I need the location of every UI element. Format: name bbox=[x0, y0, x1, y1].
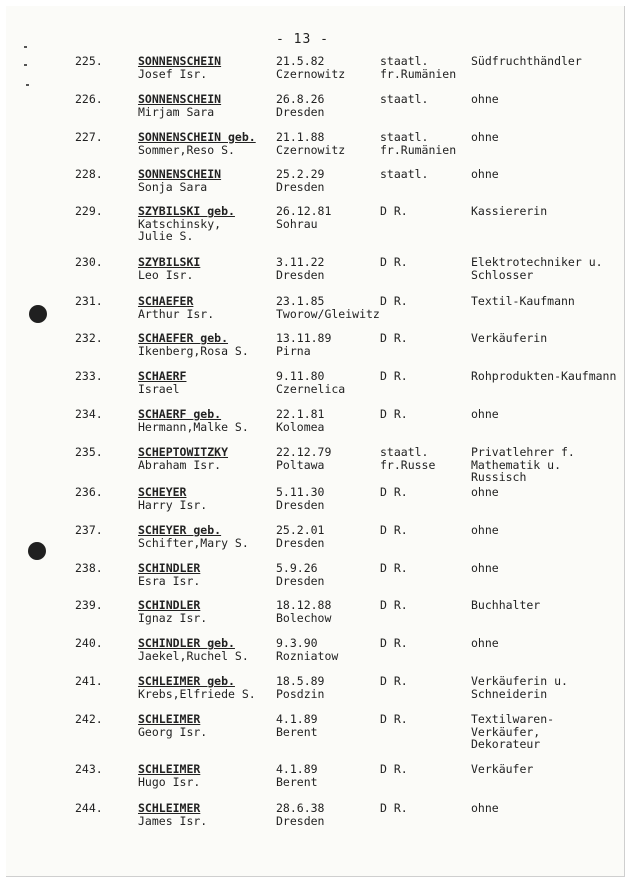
entry-number: 234. bbox=[75, 407, 103, 421]
birth-place: Dresden bbox=[276, 813, 325, 828]
citizenship: staatl. bbox=[380, 445, 429, 459]
entry-number: 242. bbox=[75, 712, 103, 726]
surname: SCHAERF bbox=[138, 369, 187, 383]
surname: SCHAERF geb. bbox=[138, 407, 222, 421]
birth-date: 26.12.81 bbox=[276, 204, 332, 218]
citizenship: staatl. bbox=[380, 92, 429, 106]
given-name: Abraham Isr. bbox=[138, 457, 222, 472]
occupation: ohne bbox=[471, 92, 499, 106]
birth-date: 9.3.90 bbox=[276, 636, 318, 650]
surname: SCHINDLER bbox=[138, 561, 201, 575]
birth-date: 18.12.88 bbox=[276, 598, 332, 612]
citizenship: D R. bbox=[380, 294, 408, 308]
occupation: ohne bbox=[471, 167, 499, 181]
surname: SONNENSCHEIN geb. bbox=[138, 130, 256, 144]
given-name: Jaekel,Ruchel S. bbox=[138, 648, 249, 663]
birth-place: Dresden bbox=[276, 267, 325, 282]
margin-mark bbox=[24, 46, 27, 48]
birth-place: Pirna bbox=[276, 343, 311, 358]
birth-place: Dresden bbox=[276, 573, 325, 588]
citizenship: D R. bbox=[380, 407, 408, 421]
occupation-line-2: Verkäufer, bbox=[471, 724, 541, 739]
birth-place: Kolomea bbox=[276, 419, 325, 434]
punch-hole bbox=[28, 542, 46, 560]
surname: SCHLEIMER geb. bbox=[138, 674, 235, 688]
birth-place: Rozniatow bbox=[276, 648, 339, 663]
occupation-line-3: Russisch bbox=[471, 470, 527, 484]
occupation: Verkäuferin bbox=[471, 331, 548, 345]
birth-date: 3.11.22 bbox=[276, 255, 325, 269]
punch-hole bbox=[29, 305, 47, 323]
surname: SCHEYER bbox=[138, 485, 187, 499]
birth-place: Sohrau bbox=[276, 216, 318, 231]
occupation: Buchhalter bbox=[471, 598, 541, 612]
birth-date: 5.11.30 bbox=[276, 485, 325, 499]
occupation: Privatlehrer f. bbox=[471, 445, 575, 459]
entry-number: 232. bbox=[75, 331, 103, 345]
entry-number: 231. bbox=[75, 294, 103, 308]
occupation: ohne bbox=[471, 485, 499, 499]
citizenship: D R. bbox=[380, 636, 408, 650]
given-name: Sommer,Reso S. bbox=[138, 142, 235, 157]
occupation: Verkäuferin u. bbox=[471, 674, 568, 688]
citizenship: D R. bbox=[380, 255, 408, 269]
surname: SCHLEIMER bbox=[138, 762, 201, 776]
occupation: ohne bbox=[471, 801, 499, 815]
entry-number: 237. bbox=[75, 523, 103, 537]
margin-mark bbox=[26, 84, 29, 86]
document-page bbox=[6, 6, 625, 877]
surname: SCHLEIMER bbox=[138, 801, 201, 815]
entry-number: 243. bbox=[75, 762, 103, 776]
given-name: Mirjam Sara bbox=[138, 104, 215, 119]
entry-number: 230. bbox=[75, 255, 103, 269]
citizenship: staatl. bbox=[380, 130, 429, 144]
birth-place: Czernowitz bbox=[276, 66, 346, 81]
birth-place: Tworow/Gleiwitz bbox=[276, 306, 380, 321]
occupation: Kassiererin bbox=[471, 204, 548, 218]
given-name: James Isr. bbox=[138, 813, 208, 828]
page-number: - 13 - bbox=[276, 32, 329, 47]
entry-number: 233. bbox=[75, 369, 103, 383]
citizenship: D R. bbox=[380, 598, 408, 612]
citizenship: D R. bbox=[380, 762, 408, 776]
birth-place: Dresden bbox=[276, 497, 325, 512]
given-name: Georg Isr. bbox=[138, 724, 208, 739]
given-name: Schifter,Mary S. bbox=[138, 535, 249, 550]
birth-date: 23.1.85 bbox=[276, 294, 325, 308]
surname: SONNENSCHEIN bbox=[138, 167, 222, 181]
birth-date: 21.1.88 bbox=[276, 130, 325, 144]
citizenship: staatl. bbox=[380, 54, 429, 68]
birth-date: 22.12.79 bbox=[276, 445, 332, 459]
citizenship: D R. bbox=[380, 485, 408, 499]
given-name: Ignaz Isr. bbox=[138, 610, 208, 625]
margin-mark bbox=[24, 64, 27, 66]
surname: SCHAEFER bbox=[138, 294, 194, 308]
given-name: Ikenberg,Rosa S. bbox=[138, 343, 249, 358]
birth-date: 9.11.80 bbox=[276, 369, 325, 383]
birth-place: Czernowitz bbox=[276, 142, 346, 157]
occupation: ohne bbox=[471, 561, 499, 575]
citizenship-former: fr.Russe bbox=[380, 457, 436, 472]
birth-date: 22.1.81 bbox=[276, 407, 325, 421]
entry-number: 227. bbox=[75, 130, 103, 144]
citizenship: staatl. bbox=[380, 167, 429, 181]
entry-number: 235. bbox=[75, 445, 103, 459]
citizenship-former: fr.Rumänien bbox=[380, 66, 457, 81]
surname: SCHLEIMER bbox=[138, 712, 201, 726]
occupation: Textil-Kaufmann bbox=[471, 294, 575, 308]
birth-place: Bolechow bbox=[276, 610, 332, 625]
citizenship: D R. bbox=[380, 712, 408, 726]
occupation: ohne bbox=[471, 130, 499, 144]
surname: SCHEPTOWITZKY bbox=[138, 445, 229, 459]
citizenship: D R. bbox=[380, 674, 408, 688]
surname: SONNENSCHEIN bbox=[138, 92, 222, 106]
birth-date: 18.5.89 bbox=[276, 674, 325, 688]
given-name: Israel bbox=[138, 381, 180, 396]
given-name: Hermann,Malke S. bbox=[138, 419, 249, 434]
surname: SCHINDLER geb. bbox=[138, 636, 235, 650]
citizenship: D R. bbox=[380, 331, 408, 345]
citizenship: D R. bbox=[380, 204, 408, 218]
citizenship: D R. bbox=[380, 801, 408, 815]
entry-number: 229. bbox=[75, 204, 103, 218]
surname: SONNENSCHEIN bbox=[138, 54, 222, 68]
entry-number: 225. bbox=[75, 54, 103, 68]
entry-number: 238. bbox=[75, 561, 103, 575]
given-name: Krebs,Elfriede S. bbox=[138, 686, 256, 701]
occupation: Textilwaren- bbox=[471, 712, 555, 726]
birth-date: 5.9.26 bbox=[276, 561, 318, 575]
given-name: Esra Isr. bbox=[138, 573, 201, 588]
birth-date: 28.6.38 bbox=[276, 801, 325, 815]
birth-date: 26.8.26 bbox=[276, 92, 325, 106]
given-name: Leo Isr. bbox=[138, 267, 194, 282]
occupation: Verkäufer bbox=[471, 762, 534, 776]
citizenship-former: fr.Rumänien bbox=[380, 142, 457, 157]
birth-date: 25.2.29 bbox=[276, 167, 325, 181]
entry-number: 240. bbox=[75, 636, 103, 650]
birth-place: Dresden bbox=[276, 179, 325, 194]
entry-number: 228. bbox=[75, 167, 103, 181]
entry-number: 226. bbox=[75, 92, 103, 106]
entry-number: 244. bbox=[75, 801, 103, 815]
occupation: Südfruchthändler bbox=[471, 54, 582, 68]
occupation-line-3: Dekorateur bbox=[471, 737, 541, 751]
surname: SCHEYER geb. bbox=[138, 523, 222, 537]
surname: SZYBILSKI geb. bbox=[138, 204, 235, 218]
given-name: Josef Isr. bbox=[138, 66, 208, 81]
entry-number: 241. bbox=[75, 674, 103, 688]
birth-date: 4.1.89 bbox=[276, 762, 318, 776]
entry-number: 236. bbox=[75, 485, 103, 499]
occupation: Elektrotechniker u. bbox=[471, 255, 603, 269]
surname: SZYBILSKI bbox=[138, 255, 201, 269]
citizenship: D R. bbox=[380, 561, 408, 575]
occupation: Rohprodukten-Kaufmann bbox=[471, 369, 617, 383]
given-name: Sonja Sara bbox=[138, 179, 208, 194]
occupation-line-2: Mathematik u. bbox=[471, 457, 562, 472]
given-name: Arthur Isr. bbox=[138, 306, 215, 321]
given-name: Harry Isr. bbox=[138, 497, 208, 512]
birth-place: Czernelica bbox=[276, 381, 346, 396]
occupation: ohne bbox=[471, 523, 499, 537]
birth-place: Berent bbox=[276, 724, 318, 739]
citizenship: D R. bbox=[380, 369, 408, 383]
entry-number: 239. bbox=[75, 598, 103, 612]
surname: SCHAEFER geb. bbox=[138, 331, 229, 345]
occupation: ohne bbox=[471, 407, 499, 421]
birth-date: 13.11.89 bbox=[276, 331, 332, 345]
birth-place: Berent bbox=[276, 774, 318, 789]
birth-date: 21.5.82 bbox=[276, 54, 325, 68]
birth-place: Posdzin bbox=[276, 686, 325, 701]
given-name: Katschinsky, bbox=[138, 216, 222, 231]
occupation-line-2: Schlosser bbox=[471, 267, 534, 282]
birth-place: Dresden bbox=[276, 535, 325, 550]
birth-place: Dresden bbox=[276, 104, 325, 119]
citizenship: D R. bbox=[380, 523, 408, 537]
given-name: Hugo Isr. bbox=[138, 774, 201, 789]
surname: SCHINDLER bbox=[138, 598, 201, 612]
birth-date: 25.2.01 bbox=[276, 523, 325, 537]
occupation: ohne bbox=[471, 636, 499, 650]
birth-date: 4.1.89 bbox=[276, 712, 318, 726]
occupation-line-2: Schneiderin bbox=[471, 686, 548, 701]
birth-place: Poltawa bbox=[276, 457, 325, 472]
given-name-cont: Julie S. bbox=[138, 229, 194, 243]
